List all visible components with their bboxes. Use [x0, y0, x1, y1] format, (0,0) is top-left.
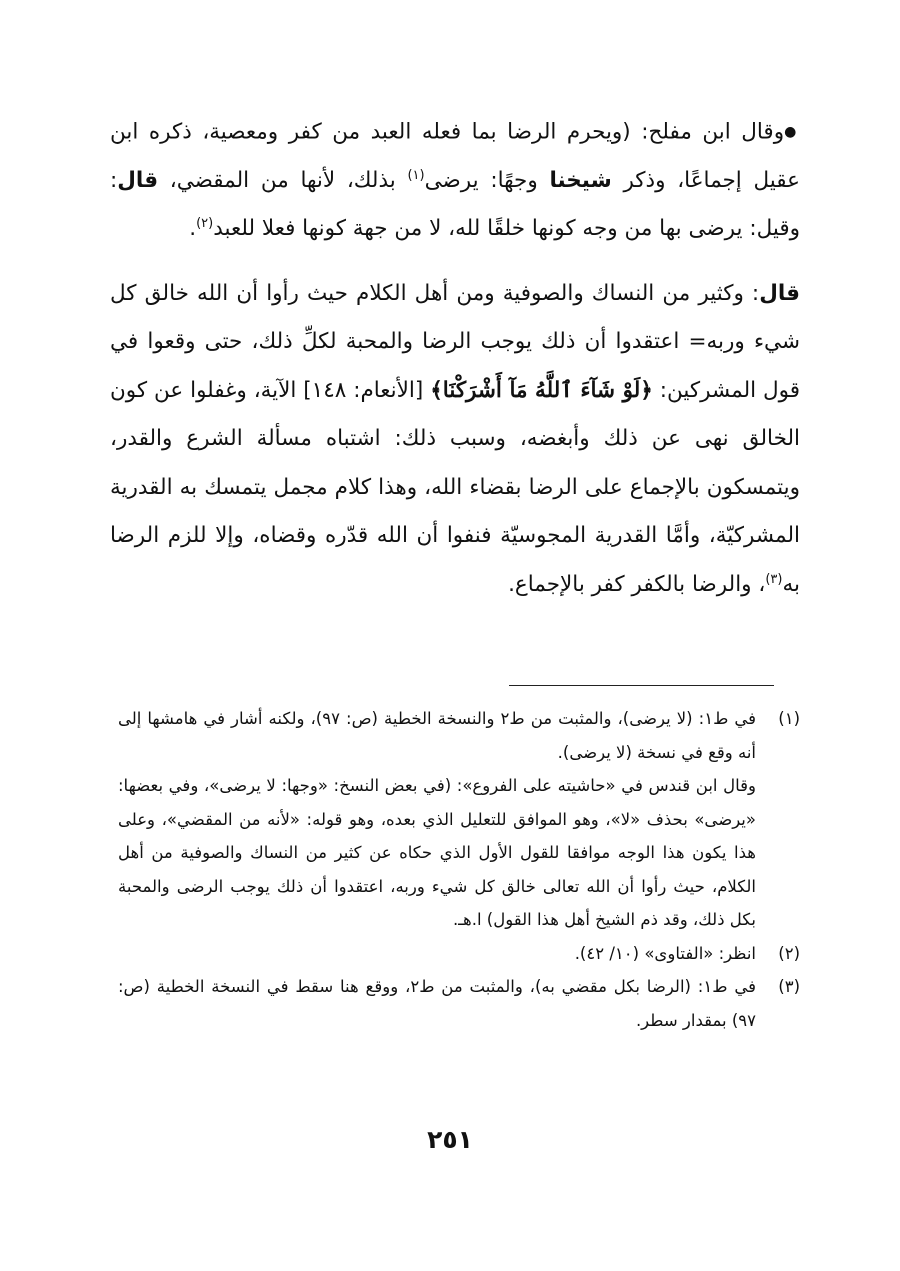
footnote-number: (٢): [778, 943, 800, 963]
footnote-ref-2[interactable]: (٢): [196, 216, 214, 232]
page-number: ٢٥١: [427, 1125, 473, 1154]
qal-term: قال: [759, 280, 800, 306]
footnote-text: وقال ابن قندس في «حاشيته على الفروع»: (في بعض النسخ: «وجها: لا يرضى»، وفي بعضها: «يرضى» بحذف «لا»، وهو الموافق للتعليل الذي بعده، وهو قوله: «لأنه من المقضي»، وعلى هذا يكون هذا الوجه موافقا للقول الأول الذي حكاه عن كثير من النساك والصوفية من أهل الكلام، حيث رأوا أن الله تعالى خالق كل شيء وربه، اعتقدوا أن ذلك يوجب الرضى والمحبة بكل ذلك، وقد ذم الشيخ أهل هذا القول) ا.هـ.: [118, 776, 756, 929]
footnote-number: (٣): [778, 977, 800, 996]
footnote-text: انظر: «الفتاوى» (١٠/ ٤٢).: [574, 943, 756, 963]
footnote-divider: [509, 685, 774, 686]
shaykh-term: شيخنا: [549, 167, 612, 193]
footnote-3: [118, 970, 800, 1037]
quran-verse: ﴿لَوْ شَآءَ ٱللَّهُ مَآ أَشْرَكْنَا﴾: [430, 377, 653, 403]
paragraph-1: ●وقال ابن مفلح: (ويحرم الرضا بما فعله العبد من كفر ومعصية، ذكره ابن عقيل إجماعًا، وذكر شيخنا وجهًا: يرضى$^{(١)}$ بذلك، لأنها من المقضي، قال: وقيل: يرضى بها من وجه كونها خلقًا لله، لا من جهة كونها فعلا للعبد$^{(٢)}$.: [110, 119, 801, 242]
footnote-text: في ط١: (لا يرضى)، والمثبت من ط٢ والنسخة الخطية (ص: ٩٧)، ولكنه أشار في هامشها إلى أنه وقع في نسخة (لا يرضى).: [118, 709, 757, 762]
main-text: [110, 108, 800, 609]
footnote-ref-3[interactable]: (٣): [765, 571, 783, 587]
footnote-ref-1[interactable]: (١): [407, 167, 425, 183]
qal-term: قال: [117, 167, 159, 193]
footnote-text: في ط١: (الرضا بكل مقضي به)، والمثبت من ط٢، ووقع هنا سقط في النسخة الخطية (ص: ٩٧) بمقدار سطر.: [118, 977, 756, 1030]
bullet-icon: ●: [784, 124, 801, 140]
footnote-2: [118, 937, 800, 971]
footnote-number: (١): [778, 709, 800, 728]
paragraph-2: قال: وكثير من النساك والصوفية ومن أهل الكلام حيث رأوا أن الله خالق كل شيء وربه= اعتقدوا أن ذلك يوجب الرضا والمحبة لكلِّ ذلك، حتى وقعوا في قول المشركين: ﴿لَوْ شَآءَ ٱللَّهُ مَآ أَشْرَكْنَا﴾ [الأنعام: ١٤٨] الآية، وغفلوا عن كون الخالق نهى عن ذلك وأبغضه، وسبب ذلك: اشتباه مسألة الشرع والقدر، ويتمسكون بالإجماع على الرضا بقضاء الله، وهذا كلام مجمل يتمسك به القدرية المشركيّة، وأمَّا القدرية المجوسيّة فنفوا أن الله قدّره وقضاه، وإلا للزم الرضا به$^{(٣)}$، والرضا بالكفر كفر بالإجماع.: [110, 280, 800, 597]
footnote-1: [118, 702, 800, 937]
footnotes: [118, 702, 800, 1037]
